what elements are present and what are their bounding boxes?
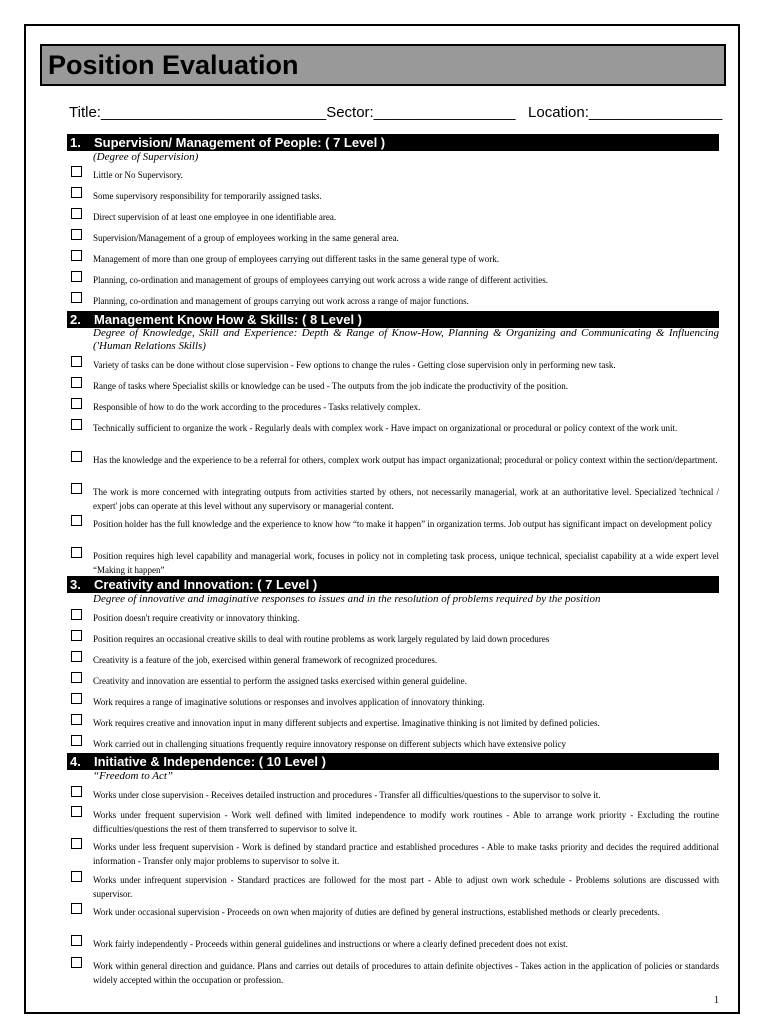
option-text: The work is more concerned with integrating outputs from activities started by others, not necessarily managerial, work at an authoritative level. Specialized 'technical / expert' jobs can operate at this level without any supervisory or managerial content. — [93, 487, 719, 511]
option-text: Work carried out in challenging situations frequently require innovatory response on different subjects which have extensive policy — [93, 739, 566, 749]
checkbox[interactable] — [71, 398, 82, 409]
option-text: Works under infrequent supervision - Standard practices are followed for the most part - Able to adjust own work schedule - Problems solutions are discussed with supervisor. — [93, 875, 719, 899]
section-3-subtitle: Degree of innovative and imaginative responses to issues and in the resolution of problems required by the position — [93, 593, 601, 605]
option-text: Creativity and innovation are essential to perform the assigned tasks exercised within general guideline. — [93, 676, 467, 686]
checkbox[interactable] — [71, 292, 82, 303]
option-text: Supervision/Management of a group of employees working in the same general area. — [93, 233, 399, 243]
option-text: Work requires a range of imaginative solutions or responses and involves application of innovatory thinking. — [93, 697, 485, 707]
checkbox[interactable] — [71, 838, 82, 849]
checkbox[interactable] — [71, 871, 82, 882]
checkbox[interactable] — [71, 483, 82, 494]
option-text: Little or No Supervisory. — [93, 170, 183, 180]
option-text: Work fairly independently - Proceeds within general guidelines and instructions or where a clearly defined precedent does not exist. — [93, 939, 568, 949]
checkbox[interactable] — [71, 714, 82, 725]
option-text: Technically sufficient to organize the work - Regularly deals with complex work - Have impact on organizational or procedural or policy context of the work unit. — [93, 423, 678, 433]
option-text: Position requires an occasional creative skills to deal with routine problems as work largely regulated by laid down procedures — [93, 634, 550, 644]
option-text: Planning, co-ordination and management of groups of employees carrying out work across a wide range of different activities. — [93, 275, 548, 285]
option-text: Management of more than one group of employees carrying out different tasks in the same general type of work. — [93, 254, 499, 264]
section-1-header — [67, 134, 719, 151]
option-text: Responsible of how to do the work according to the procedures - Tasks relatively complex. — [93, 402, 421, 412]
section-title: Supervision/ Management of People: ( 7 Level ) — [94, 135, 386, 150]
section-2-header — [67, 311, 719, 328]
checkbox[interactable] — [71, 451, 82, 462]
checkbox[interactable] — [71, 377, 82, 388]
checkbox[interactable] — [71, 187, 82, 198]
header-fields-line: Title:___________________________Sector:_________________ Location:________________ — [69, 104, 723, 121]
option-text: Variety of tasks can be done without close supervision - Few options to change the rules - Getting close supervision only in performing new task. — [93, 360, 616, 370]
section-2-subtitle: Degree of Knowledge, Skill and Experience: Depth & Range of Know-How, Planning & Organizing and Communicating & Influencing ('Human Relations Skills) — [93, 327, 719, 352]
checkbox[interactable] — [71, 735, 82, 746]
checkbox[interactable] — [71, 250, 82, 261]
checkbox[interactable] — [71, 166, 82, 177]
checkbox[interactable] — [71, 547, 82, 558]
page-number: 1 — [714, 995, 719, 1006]
checkbox[interactable] — [71, 672, 82, 683]
checkbox[interactable] — [71, 515, 82, 526]
section-3-header — [67, 576, 719, 593]
checkbox[interactable] — [71, 693, 82, 704]
option-text: Works under less frequent supervision - Work is defined by standard practice and established procedures - Able to make tasks priority and decides the required additional information - Transfer only major problems to supervisor to solve it. — [93, 842, 719, 866]
checkbox[interactable] — [71, 806, 82, 817]
checkbox[interactable] — [71, 229, 82, 240]
checkbox[interactable] — [71, 935, 82, 946]
option-text: Planning, co-ordination and management of groups carrying out work across a range of major functions. — [93, 296, 469, 306]
option-text: Position holder has the full knowledge and the experience to know how “to make it happen” in organization terms. Job output has significant impact on development policy — [93, 519, 712, 529]
checkbox[interactable] — [71, 208, 82, 219]
option-text: Work within general direction and guidance. Plans and carries out details of procedures to attain definite objectives - Takes action in the application of policies or standards widely accepted within the occupation or profession. — [93, 961, 719, 985]
section-1-subtitle: (Degree of Supervision) — [93, 151, 199, 163]
section-4-header — [67, 753, 719, 770]
section-title: Initiative & Independence: ( 10 Level ) — [94, 754, 326, 769]
section-4-subtitle: “Freedom to Act” — [93, 770, 174, 782]
section-title: Management Know How & Skills: ( 8 Level ) — [94, 312, 362, 327]
option-text: Work requires creative and innovation input in many different subjects and expertise. Imaginative thinking is not limited by defined policies. — [93, 718, 600, 728]
page-title: Position Evaluation — [48, 50, 299, 80]
option-text: Creativity is a feature of the job, exercised within general framework of recognized procedures. — [93, 655, 438, 665]
title-banner — [40, 44, 726, 86]
checkbox[interactable] — [71, 651, 82, 662]
section-number: 4. — [70, 754, 81, 769]
checkbox[interactable] — [71, 356, 82, 367]
option-text: Works under close supervision - Receives detailed instruction and procedures - Transfer all difficulties/questions to the supervisor to solve it. — [93, 790, 601, 800]
checkbox[interactable] — [71, 630, 82, 641]
section-number: 1. — [70, 135, 81, 150]
option-text: Direct supervision of at least one employee in one identifiable area. — [93, 212, 337, 222]
checkbox[interactable] — [71, 786, 82, 797]
option-text: Some supervisory responsibility for temporarily assigned tasks. — [93, 191, 322, 201]
checkbox[interactable] — [71, 957, 82, 968]
section-title: Creativity and Innovation: ( 7 Level ) — [94, 577, 318, 592]
option-text: Works under frequent supervision - Work well defined with limited independence to modify work routines - Able to arrange work priority - Excluding the routine difficulties/questions the rest of them transferred to supervisor to solve it. — [93, 810, 719, 834]
checkbox[interactable] — [71, 609, 82, 620]
checkbox[interactable] — [71, 903, 82, 914]
option-text: Position doesn't require creativity or innovatory thinking. — [93, 613, 300, 623]
option-text: Position requires high level capability and managerial work, focuses in policy not in completing task process, unique technical, specialist capability at a wide expert level “Making it happen” — [93, 551, 719, 575]
checkbox[interactable] — [71, 271, 82, 282]
option-text: Range of tasks where Specialist skills or knowledge can be used - The outputs from the job indicate the productivity of the position. — [93, 381, 568, 391]
section-number: 3. — [70, 577, 81, 592]
option-text: Has the knowledge and the experience to be a referral for others, complex work output has impact organizational; procedural or policy context within the section/department. — [93, 455, 718, 465]
checkbox[interactable] — [71, 419, 82, 430]
option-text: Work under occasional supervision - Proceeds on own when majority of duties are defined by general instructions, established methods or clearly precedents. — [93, 907, 660, 917]
section-number: 2. — [70, 312, 81, 327]
